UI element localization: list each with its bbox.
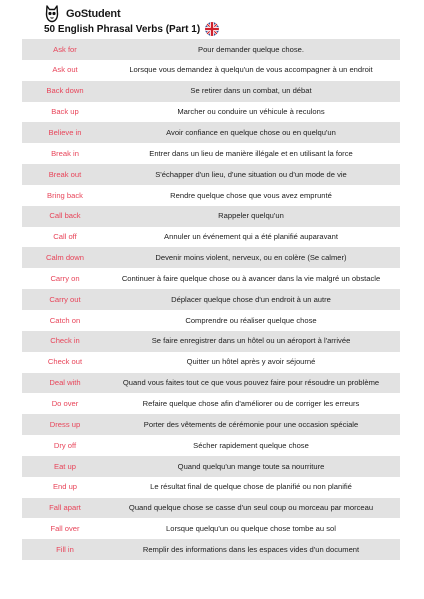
phrasal-verb: Carry out [49, 294, 81, 304]
phrasal-verb: Call back [49, 211, 81, 221]
verb-meaning: Se faire enregistrer dans un hôtel ou un aéroport à l'arrivée [151, 336, 351, 346]
table-row [22, 539, 400, 560]
table-row [22, 39, 400, 60]
verb-meaning: Sécher rapidement quelque chose [193, 440, 309, 450]
table-row [22, 247, 400, 268]
verb-meaning: Quitter un hôtel après y avoir séjourné [186, 357, 316, 367]
verb-meaning: Pour demander quelque chose. [198, 44, 304, 54]
verb-meaning: Devenir moins violent, nerveux, ou en colère (Se calmer) [155, 253, 347, 263]
phrasal-verb: Check out [47, 357, 83, 367]
phrasal-verb: Check in [50, 336, 80, 346]
phrasal-verb: Deal with [49, 378, 81, 388]
verb-meaning: Comprendre ou réaliser quelque chose [185, 315, 317, 325]
table-row [22, 227, 400, 248]
table-row [22, 289, 400, 310]
page-title: 50 English Phrasal Verbs (Part 1) [44, 23, 201, 35]
table-row [22, 498, 400, 519]
table-row [22, 206, 400, 227]
table-row [22, 456, 400, 477]
phrasal-verb: Ask for [53, 44, 77, 54]
verb-meaning: Déplacer quelque chose d'un endroit à un autre [171, 294, 331, 304]
phrasal-verb: Fall over [50, 524, 80, 534]
table-row [22, 352, 400, 373]
verb-meaning: Quand vous faites tout ce que vous pouvez faire pour résoudre un problème [122, 378, 380, 388]
phrasal-verbs-table [22, 39, 400, 560]
verb-meaning: Refaire quelque chose afin d'améliorer ou de corriger les erreurs [142, 398, 360, 408]
table-row [22, 122, 400, 143]
phrasal-verb: Do over [51, 398, 79, 408]
verb-meaning: S'échapper d'un lieu, d'une situation ou d'un mode de vie [155, 169, 347, 179]
table-row [22, 81, 400, 102]
phrasal-verb: End up [52, 482, 78, 492]
table-row [22, 414, 400, 435]
table-row [22, 164, 400, 185]
table-row [22, 373, 400, 394]
verb-meaning: Rappeler quelqu'un [218, 211, 284, 221]
phrasal-verb: Back down [46, 86, 84, 96]
table-row [22, 518, 400, 539]
phrasal-verb: Catch on [49, 315, 81, 325]
table-row [22, 102, 400, 123]
table-row [22, 143, 400, 164]
verb-meaning: Rendre quelque chose que vous avez emprunté [170, 190, 332, 200]
verb-meaning: Annuler un événement qui a été planifié auparavant [164, 232, 338, 242]
verb-meaning: Le résultat final de quelque chose de planifié ou non planifié [150, 482, 352, 492]
phrasal-verb: Dress up [49, 419, 81, 429]
phrasal-verb: Call off [53, 232, 77, 242]
phrasal-verb: Break in [51, 148, 79, 158]
title-row [44, 21, 219, 37]
verb-meaning: Lorsque vous demandez à quelqu'un de vous accompagner à un endroit [129, 65, 373, 75]
phrasal-verb: Back up [51, 107, 79, 117]
table-row [22, 310, 400, 331]
uk-flag-icon [205, 22, 219, 36]
phrasal-verb: Fill in [56, 544, 74, 554]
phrasal-verb: Ask out [52, 65, 78, 75]
table-row [22, 60, 400, 81]
phrasal-verb: Dry off [53, 440, 77, 450]
phrasal-verb: Break out [48, 169, 82, 179]
phrasal-verb: Eat up [54, 461, 76, 471]
table-row [22, 268, 400, 289]
verb-meaning: Se retirer dans un combat, un débat [190, 86, 312, 96]
table-row [22, 185, 400, 206]
phrasal-verb: Carry on [50, 273, 80, 283]
verb-meaning: Porter des vêtements de cérémonie pour une occasion spéciale [143, 419, 359, 429]
verb-meaning: Quand quelqu'un mange toute sa nourriture [177, 461, 325, 471]
table-row [22, 435, 400, 456]
table-row [22, 393, 400, 414]
verb-meaning: Quand quelque chose se casse d'un seul coup ou morceau par morceau [128, 503, 374, 513]
table-row [22, 477, 400, 498]
phrasal-verb: Bring back [47, 190, 83, 200]
verb-meaning: Remplir des informations dans les espaces vides d'un document [142, 544, 360, 554]
brand-name: GoStudent [66, 8, 121, 20]
verb-meaning: Lorsque quelqu'un ou quelque chose tombe au sol [166, 524, 336, 534]
phrasal-verb: Fall apart [49, 503, 81, 513]
verb-meaning: Marcher ou conduire un véhicule à reculons [177, 107, 325, 117]
verb-meaning: Entrer dans un lieu de manière illégale et en utilisant la force [149, 148, 353, 158]
phrasal-verb: Calm down [46, 253, 84, 263]
phrasal-verb: Believe in [48, 128, 82, 137]
verb-meaning: Continuer à faire quelque chose ou à avancer dans la vie malgré un obstacle [121, 273, 381, 283]
verb-meaning: Avoir confiance en quelque chose ou en quelqu'un [166, 128, 336, 137]
table-row [22, 331, 400, 352]
